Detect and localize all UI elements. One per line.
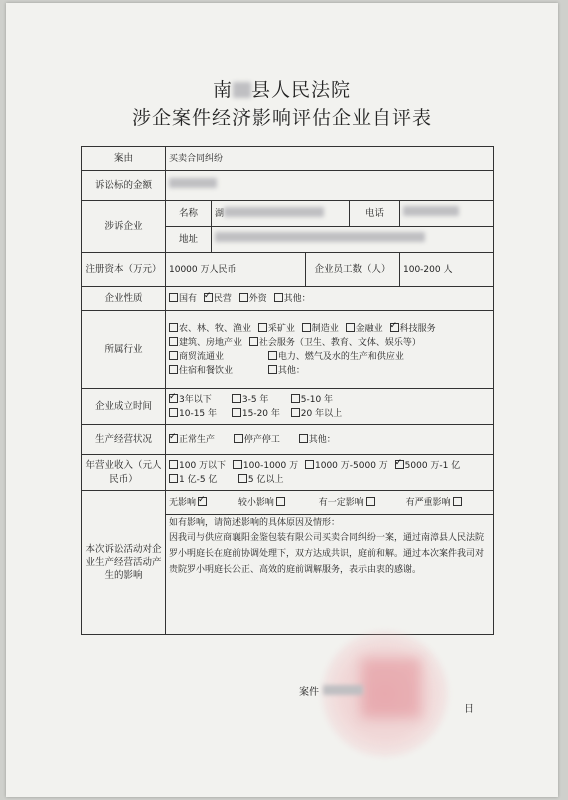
checkbox[interactable] — [258, 323, 267, 332]
company-label: 涉诉企业 — [82, 201, 166, 253]
checkbox[interactable] — [238, 474, 247, 483]
checkbox-checked[interactable] — [204, 293, 213, 302]
company-name-label: 名称 — [166, 201, 212, 227]
nature-option[interactable]: 其他： — [274, 294, 311, 304]
document-page — [6, 3, 558, 797]
established-option[interactable]: 15-20 年 — [232, 407, 284, 421]
revenue-option[interactable]: 100-1000 万 — [233, 461, 298, 471]
industry-label: 所属行业 — [82, 311, 166, 389]
revenue-option[interactable]: 5 亿以上 — [238, 475, 284, 485]
redacted-text — [233, 82, 251, 98]
employees-label: 企业员工数（人） — [306, 253, 400, 287]
checkbox[interactable] — [302, 323, 311, 332]
checkbox[interactable] — [276, 497, 285, 506]
checkbox[interactable] — [232, 394, 241, 403]
operation-label: 生产经营状况 — [82, 425, 166, 455]
checkbox[interactable] — [299, 434, 308, 443]
impact-option[interactable]: 有严重影响 — [406, 498, 463, 508]
phone-label: 电话 — [350, 201, 400, 227]
checkbox[interactable] — [169, 351, 178, 360]
industry-option[interactable]: 制造业 — [302, 324, 339, 334]
checkbox[interactable] — [234, 434, 243, 443]
established-option[interactable]: ✓3年以下 — [169, 393, 225, 407]
industry-option[interactable]: 其他： — [268, 366, 305, 376]
checkbox[interactable] — [366, 497, 375, 506]
redacted-text — [403, 206, 459, 216]
revenue-option[interactable]: ✓ 5000 万-1 亿 — [395, 461, 461, 471]
checkbox-checked[interactable] — [395, 460, 404, 469]
impact-label: 本次诉讼活动对企业生产经营活动产生的影响 — [82, 491, 166, 635]
company-name-value: 湖 — [212, 201, 350, 227]
operation-options — [166, 425, 494, 455]
nature-label: 企业性质 — [82, 287, 166, 311]
established-label: 企业成立时间 — [82, 389, 166, 425]
checkbox[interactable] — [249, 337, 258, 346]
checkbox[interactable] — [346, 323, 355, 332]
seal-stamp-center — [361, 658, 421, 718]
revenue-label: 年营业收入（元人民币） — [82, 455, 166, 491]
checkbox[interactable] — [453, 497, 462, 506]
checkbox[interactable] — [232, 408, 241, 417]
impact-text: 因我司与供应商襄阳金鉴包装有限公司买卖合同纠纷一案，通过南漳县人民法院罗小明庭长在庭前协调处理下，双方达成共识，庭前和解。通过本次案件我司对贵院罗小明庭长公正、高效的庭前调解服务，表示由衷的感谢。 — [169, 533, 485, 575]
operation-option[interactable]: 其他： — [299, 435, 336, 445]
established-option[interactable]: 20 年以上 — [291, 409, 342, 419]
established-option[interactable]: 10-15 年 — [169, 407, 225, 421]
amount-label: 诉讼标的金额 — [82, 171, 166, 201]
impact-option[interactable]: 较小影响 — [238, 496, 312, 510]
capital-label: 注册资本（万元） — [82, 253, 166, 287]
date-suffix: 日 — [464, 704, 474, 715]
revenue-option[interactable]: 100 万以下 — [169, 461, 226, 471]
nature-option[interactable]: ✓ 民营 — [204, 294, 232, 304]
checkbox[interactable] — [169, 337, 178, 346]
revenue-option[interactable]: 1000 万-5000 万 — [305, 461, 388, 471]
checkbox-checked[interactable] — [169, 434, 178, 443]
industry-option[interactable]: 建筑、房地产业 — [169, 338, 242, 348]
checkbox[interactable] — [169, 408, 178, 417]
checkbox[interactable] — [233, 460, 242, 469]
case-cause-value: 买卖合同纠纷 — [166, 147, 494, 171]
checkbox[interactable] — [291, 394, 300, 403]
industry-option[interactable]: 社会服务（卫生、教育、文体、娱乐等） — [249, 338, 421, 348]
nature-options — [166, 287, 494, 311]
redacted-text — [215, 232, 425, 242]
impact-options — [166, 491, 494, 515]
established-option[interactable]: 3-5 年 — [232, 393, 284, 407]
checkbox[interactable] — [169, 293, 178, 302]
impact-option[interactable]: 无影响✓ — [169, 496, 231, 510]
checkbox[interactable] — [239, 293, 248, 302]
evaluation-table — [81, 146, 494, 635]
amount-value — [166, 171, 494, 201]
checkbox[interactable] — [268, 351, 277, 360]
revenue-options — [166, 455, 494, 491]
address-label: 地址 — [166, 227, 212, 253]
industry-option[interactable]: ✓ 科技服务 — [390, 324, 436, 334]
checkbox[interactable] — [169, 474, 178, 483]
operation-option[interactable]: 停产停工 — [234, 433, 292, 447]
nature-option[interactable]: 外资 — [239, 294, 267, 304]
impact-option[interactable]: 有一定影响 — [319, 496, 399, 510]
checkbox-checked[interactable] — [169, 394, 178, 403]
checkbox[interactable] — [169, 365, 178, 374]
industry-option[interactable]: 农、林、牧、渔业 — [169, 324, 251, 334]
industry-options — [166, 311, 494, 389]
case-cause-label: 案由 — [82, 147, 166, 171]
redacted-text — [323, 685, 363, 695]
employees-value: 100-200 人 — [400, 253, 494, 287]
phone-value — [400, 201, 494, 227]
checkbox[interactable] — [169, 323, 178, 332]
court-title: 南 县人民法院 — [212, 79, 352, 101]
redacted-text — [224, 207, 324, 217]
operation-option[interactable]: ✓ 正常生产 — [169, 433, 227, 447]
checkbox-checked[interactable] — [390, 323, 399, 332]
revenue-option[interactable]: 1 亿-5 亿 — [169, 473, 231, 487]
redacted-text — [169, 178, 217, 188]
checkbox[interactable] — [291, 408, 300, 417]
impact-prompt: 如有影响，请简述影响的具体原因及情形： — [169, 518, 341, 528]
industry-option[interactable]: 金融业 — [346, 324, 383, 334]
form-title: 涉企案件经济影响评估企业自评表 — [131, 107, 432, 129]
established-option[interactable]: 5-10 年 — [291, 395, 333, 405]
signature-line: 案件 — [299, 683, 363, 698]
checkbox[interactable] — [305, 460, 314, 469]
impact-description — [166, 515, 494, 635]
checkbox[interactable] — [169, 460, 178, 469]
address-value — [212, 227, 494, 253]
industry-option[interactable]: 商贸流通业 — [169, 350, 261, 364]
checkbox-checked[interactable] — [198, 497, 207, 506]
industry-option[interactable]: 采矿业 — [258, 324, 295, 334]
checkbox[interactable] — [274, 293, 283, 302]
checkbox[interactable] — [268, 365, 277, 374]
nature-option[interactable]: 国有 — [169, 294, 197, 304]
industry-option[interactable]: 电力、燃气及水的生产和供应业 — [268, 352, 404, 362]
industry-option[interactable]: 住宿和餐饮业 — [169, 364, 261, 378]
established-options — [166, 389, 494, 425]
capital-value: 10000 万人民币 — [166, 253, 306, 287]
